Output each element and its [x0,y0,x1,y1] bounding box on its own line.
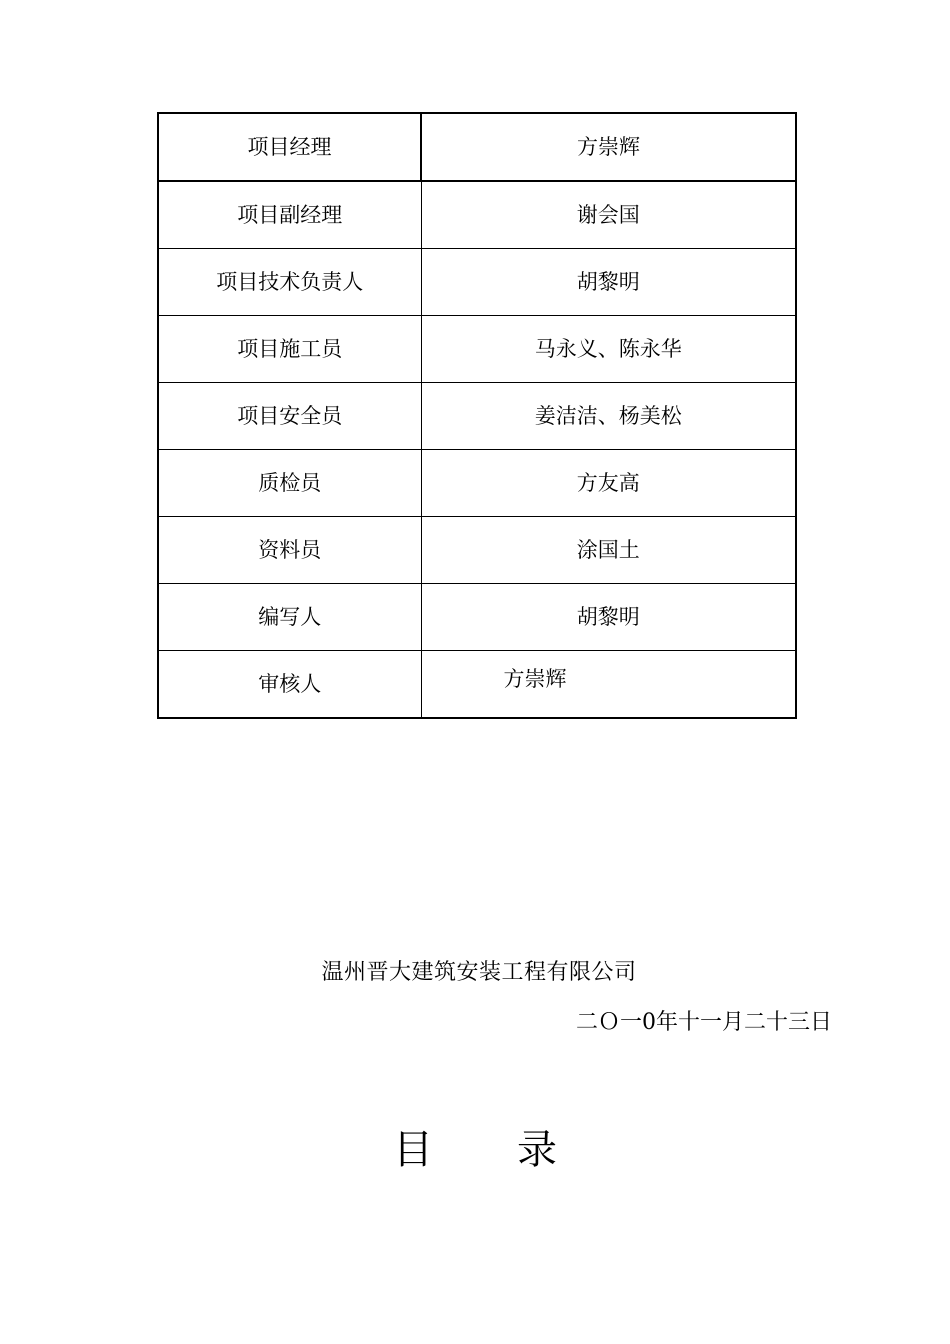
role-cell: 项目副经理 [158,181,421,249]
name-cell [421,651,796,719]
table-row [158,450,796,517]
name-cell: 方崇辉 [421,113,796,181]
table-of-contents-title: 目录 [393,1127,641,1173]
role-cell: 审核人 [158,651,421,719]
role-cell: 项目安全员 [158,383,421,450]
role-cell: 项目施工员 [158,316,421,383]
document-date: 二Ｏ一0年十一月二十三日 [576,1010,832,1035]
table-row [158,249,796,316]
name-cell: 姜洁洁、杨美松 [421,383,796,450]
company-name-text: 温州晋大建筑安装工程有限公司 [321,960,637,985]
name-cell: 涂国土 [421,517,796,584]
role-cell: 编写人 [158,584,421,651]
role-cell: 项目技术负责人 [158,249,421,316]
role-cell: 质检员 [158,450,421,517]
table-row [158,316,796,383]
name-cell: 胡黎明 [421,584,796,651]
name-cell: 谢会国 [421,181,796,249]
table-row [158,113,796,181]
table-row [158,181,796,249]
role-cell: 项目经理 [158,113,421,181]
company-name [0,955,950,986]
table-row [158,651,796,719]
project-staff-table [157,112,797,719]
name-cell: 方友高 [421,450,796,517]
name-text: 方崇辉 [503,667,567,691]
role-cell: 资料员 [158,517,421,584]
table-row [158,517,796,584]
table-row [158,584,796,651]
name-cell: 胡黎明 [421,249,796,316]
table-row [158,383,796,450]
name-cell: 马永义、陈永华 [421,316,796,383]
